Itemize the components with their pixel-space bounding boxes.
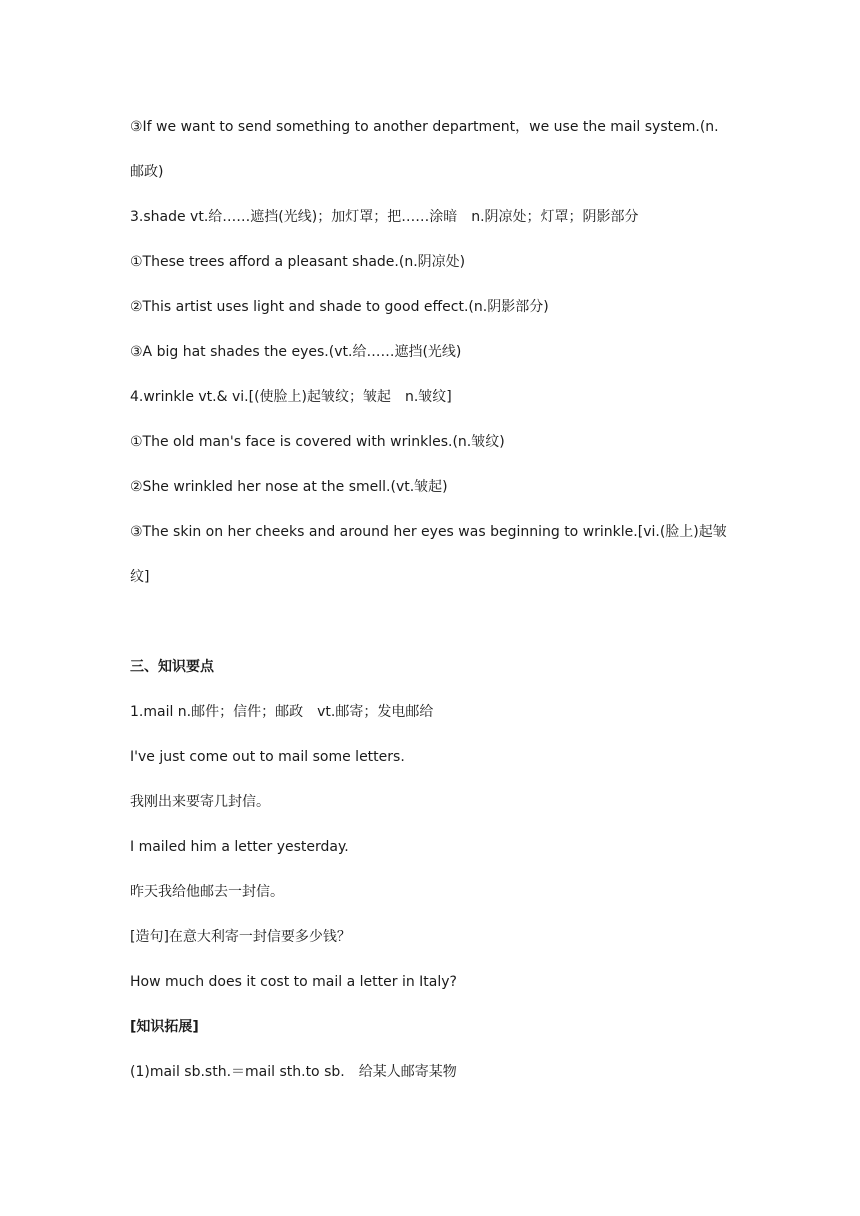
mail-example-2-en: I mailed him a letter yesterday. — [130, 839, 349, 855]
section-heading: 三、知识要点 — [130, 659, 214, 675]
example-shade-3: ③A big hat shades the eyes.(vt.给……遮挡(光线) — [130, 344, 462, 360]
knowledge-extension-item-1: (1)mail sb.sth.＝mail sth.to sb. 给某人邮寄某物 — [130, 1064, 457, 1080]
example-mail-3: ③If we want to send something to another department，we use the mail system.(n. — [130, 119, 719, 135]
entry-shade: 3.shade vt.给……遮挡(光线)；加灯罩；把……涂暗 n.阴凉处；灯罩；阴影部分 — [130, 209, 639, 225]
mail-example-1-zh: 我刚出来要寄几封信。 — [130, 794, 270, 810]
sentence-making-prompt: [造句]在意大利寄一封信要多少钱？ — [130, 929, 351, 945]
example-shade-2: ②This artist uses light and shade to good effect.(n.阴影部分) — [130, 299, 549, 315]
example-wrinkle-2: ②She wrinkled her nose at the smell.(vt.皱起) — [130, 479, 448, 495]
example-wrinkle-1: ①The old man's face is covered with wrinkles.(n.皱纹) — [130, 434, 505, 450]
mail-example-2-zh: 昨天我给他邮去一封信。 — [130, 884, 284, 900]
entry-wrinkle: 4.wrinkle vt.& vi.[(使脸上)起皱纹；皱起 n.皱纹] — [130, 389, 452, 405]
example-wrinkle-3: ③The skin on her cheeks and around her eyes was beginning to wrinkle.[vi.(脸上)起皱 — [130, 524, 727, 540]
example-shade-1: ①These trees afford a pleasant shade.(n.阴凉处) — [130, 254, 466, 270]
example-mail-3-continued: 邮政) — [130, 164, 164, 180]
mail-example-1-en: I've just come out to mail some letters. — [130, 749, 405, 765]
knowledge-extension-heading: [知识拓展] — [130, 1019, 199, 1035]
sentence-making-answer: How much does it cost to mail a letter in Italy? — [130, 974, 457, 990]
example-wrinkle-3-continued: 纹] — [130, 569, 150, 585]
entry-mail: 1.mail n.邮件；信件；邮政 vt.邮寄；发电邮给 — [130, 704, 434, 720]
